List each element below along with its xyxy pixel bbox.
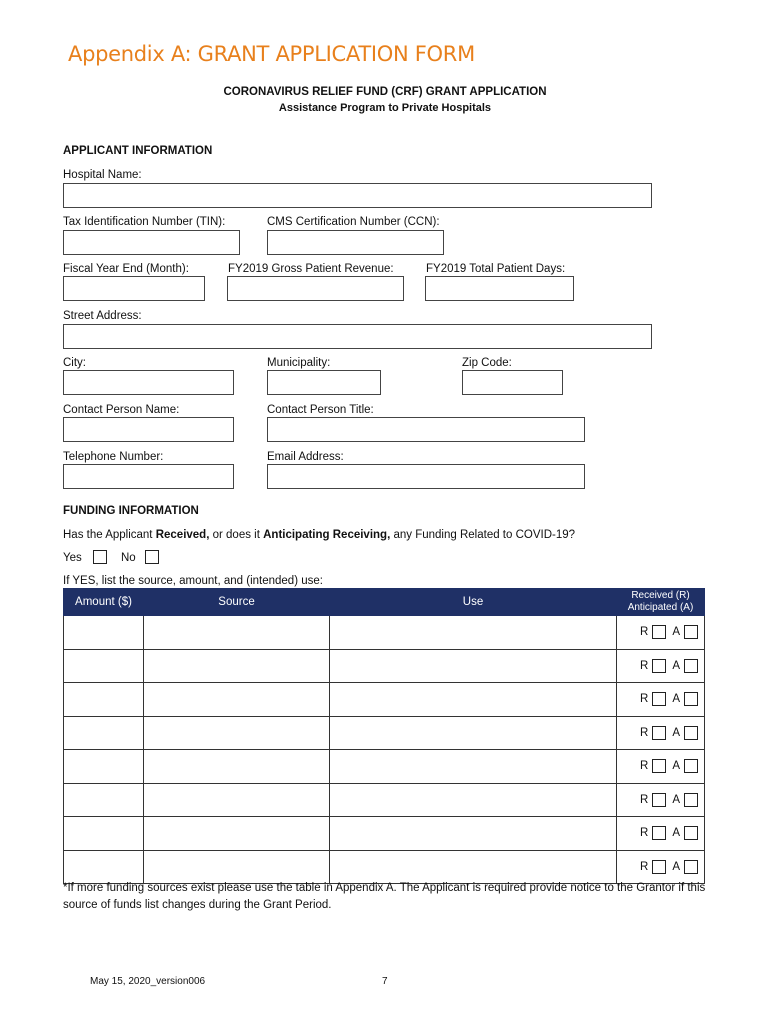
funding-row — [64, 649, 705, 683]
fiscal-year-end-field[interactable] — [63, 276, 205, 301]
received-checkbox[interactable] — [652, 826, 666, 840]
received-checkbox[interactable] — [652, 860, 666, 874]
gross-revenue-field[interactable] — [227, 276, 404, 301]
amount-cell[interactable] — [64, 750, 144, 784]
received-anticipated-cell — [617, 716, 705, 750]
ccn-label: CMS Certification Number (CCN): — [267, 216, 440, 228]
received-label: R — [640, 827, 649, 840]
received-checkbox[interactable] — [652, 659, 666, 673]
source-cell[interactable] — [144, 683, 330, 717]
fiscal-year-end-label: Fiscal Year End (Month): — [63, 263, 189, 275]
received-anticipated-cell — [617, 850, 705, 884]
anticipated-checkbox[interactable] — [684, 860, 698, 874]
contact-title-label: Contact Person Title: — [267, 404, 374, 416]
anticipated-label: A — [672, 793, 680, 806]
funding-row — [64, 850, 705, 884]
anticipated-label: A — [672, 659, 680, 672]
use-cell[interactable] — [330, 649, 617, 683]
gross-revenue-label: FY2019 Gross Patient Revenue: — [228, 263, 394, 275]
use-column-header: Use — [330, 589, 617, 616]
received-label: R — [640, 659, 649, 672]
anticipated-checkbox[interactable] — [684, 759, 698, 773]
municipality-field[interactable] — [267, 370, 381, 395]
received-anticipated-cell — [617, 616, 705, 650]
yes-checkbox[interactable] — [93, 550, 107, 564]
funding-question: Has the Applicant Received, or does it Anticipating Receiving, any Funding Related to COVID-19? — [63, 529, 576, 541]
received-anticipated-column-header: Received (R) Anticipated (A) — [617, 589, 705, 616]
anticipated-label: A — [672, 726, 680, 739]
source-column-header: Source — [144, 589, 330, 616]
funding-row — [64, 683, 705, 717]
municipality-label: Municipality: — [267, 357, 331, 369]
received-label: R — [640, 626, 649, 639]
anticipated-checkbox[interactable] — [684, 826, 698, 840]
footer-date-version: May 15, 2020_version006 — [90, 976, 206, 987]
street-address-label: Street Address: — [63, 310, 142, 322]
funding-row — [64, 716, 705, 750]
source-cell[interactable] — [144, 783, 330, 817]
received-anticipated-cell — [617, 683, 705, 717]
use-cell[interactable] — [330, 850, 617, 884]
use-cell[interactable] — [330, 783, 617, 817]
source-cell[interactable] — [144, 817, 330, 851]
funding-row — [64, 817, 705, 851]
patient-days-field[interactable] — [425, 276, 574, 301]
received-anticipated-cell — [617, 817, 705, 851]
anticipated-label: A — [672, 760, 680, 773]
email-field[interactable] — [267, 464, 585, 489]
amount-cell[interactable] — [64, 649, 144, 683]
received-checkbox[interactable] — [652, 692, 666, 706]
source-cell[interactable] — [144, 716, 330, 750]
anticipated-label: A — [672, 693, 680, 706]
appendix-title: Appendix A: GRANT APPLICATION FORM — [68, 42, 475, 66]
tin-field[interactable] — [63, 230, 240, 255]
form-title: CORONAVIRUS RELIEF FUND (CRF) GRANT APPLICATION — [223, 86, 547, 98]
use-cell[interactable] — [330, 683, 617, 717]
funding-table-header — [64, 589, 705, 616]
form-subtitle: Assistance Program to Private Hospitals — [278, 102, 492, 114]
use-cell[interactable] — [330, 817, 617, 851]
yes-label: Yes — [63, 552, 82, 564]
telephone-field[interactable] — [63, 464, 234, 489]
received-label: R — [640, 760, 649, 773]
amount-cell[interactable] — [64, 716, 144, 750]
street-address-field[interactable] — [63, 324, 652, 349]
no-label: No — [121, 552, 136, 564]
zip-code-label: Zip Code: — [462, 357, 512, 369]
amount-cell[interactable] — [64, 817, 144, 851]
source-cell[interactable] — [144, 850, 330, 884]
received-label: R — [640, 693, 649, 706]
ccn-field[interactable] — [267, 230, 444, 255]
funding-row — [64, 783, 705, 817]
source-cell[interactable] — [144, 750, 330, 784]
funding-row — [64, 750, 705, 784]
anticipated-checkbox[interactable] — [684, 692, 698, 706]
source-cell[interactable] — [144, 616, 330, 650]
anticipated-label: A — [672, 626, 680, 639]
contact-title-field[interactable] — [267, 417, 585, 442]
hospital-name-field[interactable] — [63, 183, 652, 208]
funding-row — [64, 616, 705, 650]
use-cell[interactable] — [330, 616, 617, 650]
amount-cell[interactable] — [64, 783, 144, 817]
amount-cell[interactable] — [64, 850, 144, 884]
anticipated-checkbox[interactable] — [684, 625, 698, 639]
anticipated-label: A — [672, 827, 680, 840]
amount-cell[interactable] — [64, 616, 144, 650]
applicant-section-title: APPLICANT INFORMATION — [63, 145, 213, 157]
no-checkbox[interactable] — [145, 550, 159, 564]
received-anticipated-cell — [617, 750, 705, 784]
anticipated-checkbox[interactable] — [684, 659, 698, 673]
funding-table — [63, 588, 705, 884]
received-checkbox[interactable] — [652, 793, 666, 807]
hospital-name-label: Hospital Name: — [63, 169, 142, 181]
page-number: 7 — [382, 976, 388, 987]
contact-name-label: Contact Person Name: — [63, 404, 180, 416]
received-anticipated-cell — [617, 783, 705, 817]
city-field[interactable] — [63, 370, 234, 395]
funding-note: *If more funding sources exist please use the table in Appendix A. The Applicant is required provide notice to the Grantor if this source of funds list changes during the Grant Period. — [63, 882, 706, 911]
email-label: Email Address: — [267, 451, 344, 463]
zip-code-field[interactable] — [462, 370, 563, 395]
received-label: R — [640, 793, 649, 806]
source-cell[interactable] — [144, 649, 330, 683]
patient-days-label: FY2019 Total Patient Days: — [426, 263, 566, 275]
contact-name-field[interactable] — [63, 417, 234, 442]
tin-label: Tax Identification Number (TIN): — [63, 216, 226, 228]
city-label: City: — [63, 357, 86, 369]
anticipated-checkbox[interactable] — [684, 793, 698, 807]
amount-cell[interactable] — [64, 683, 144, 717]
received-anticipated-cell — [617, 649, 705, 683]
use-cell[interactable] — [330, 750, 617, 784]
use-cell[interactable] — [330, 716, 617, 750]
received-checkbox[interactable] — [652, 726, 666, 740]
funding-section-title: FUNDING INFORMATION — [63, 505, 199, 517]
received-checkbox[interactable] — [652, 625, 666, 639]
received-label: R — [640, 860, 649, 873]
amount-column-header: Amount ($) — [64, 589, 144, 616]
anticipated-checkbox[interactable] — [684, 726, 698, 740]
list-instruction: If YES, list the source, amount, and (intended) use: — [63, 575, 323, 587]
anticipated-label: A — [672, 860, 680, 873]
telephone-label: Telephone Number: — [63, 451, 164, 463]
received-checkbox[interactable] — [652, 759, 666, 773]
received-label: R — [640, 726, 649, 739]
